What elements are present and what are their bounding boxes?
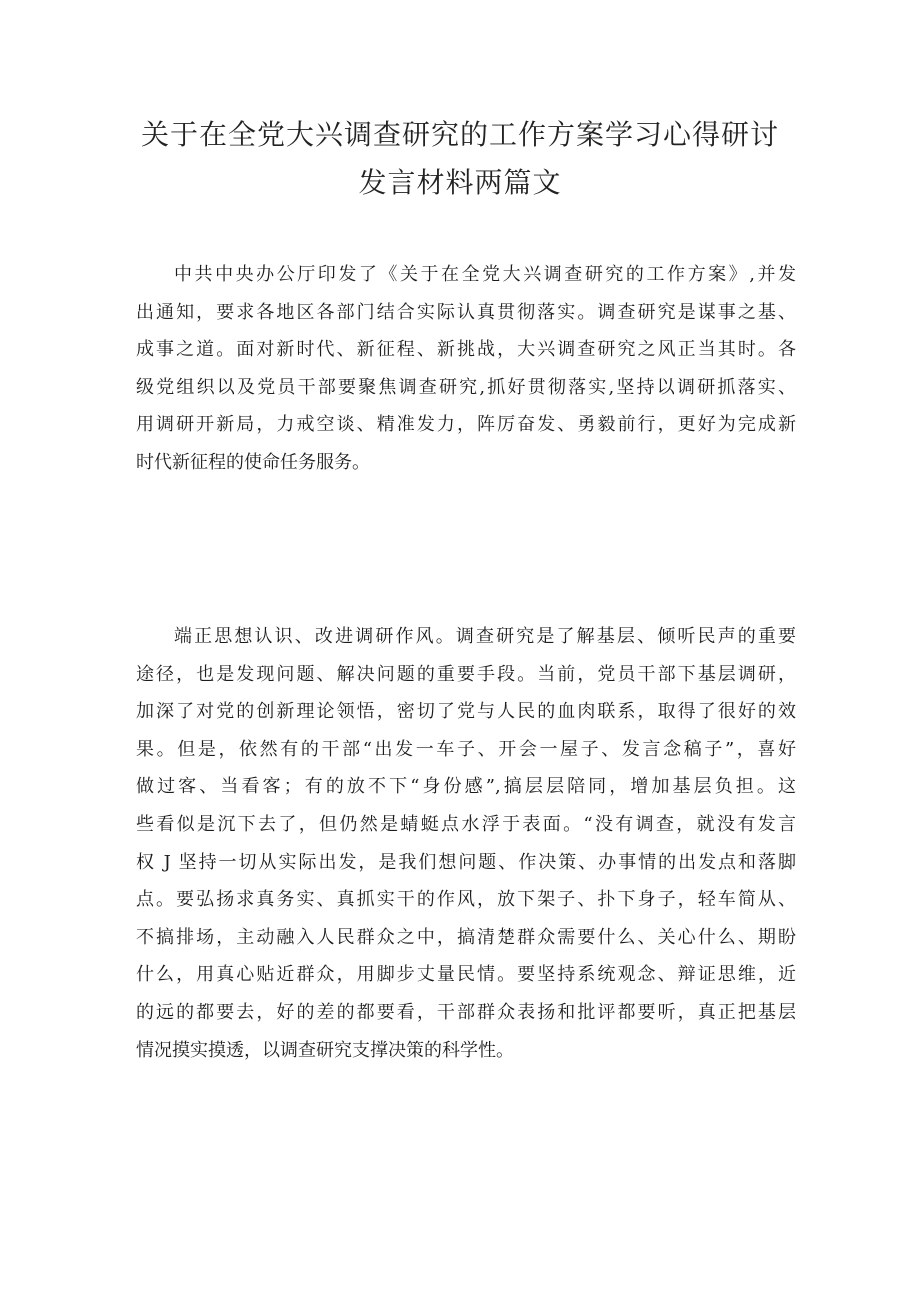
text-line: 用调研开新局，力戒空谈、精准发力，阵厉奋发、勇毅前行，更好为完成新: [136, 414, 796, 436]
text-line: 端正思想认识、改进调研作风。调查研究是了解基层、倾听民声的重要: [174, 626, 796, 647]
text-line: 成事之道。面对新时代、新征程、新挑战，大兴调查研究之风正当其时。各: [136, 339, 796, 361]
text-line: 果。但是，依然有的干部“出发一车子、开会一屋子、发言念稿子”，喜好: [136, 738, 796, 760]
text-line: 加深了对党的创新理论领悟，密切了党与人民的血肉联系，取得了很好的效: [136, 701, 796, 723]
paragraph-2: [136, 618, 796, 1069]
text-line: 中共中央办公厅印发了《关于在全党大兴调查研究的工作方案》,并发: [174, 264, 796, 285]
text-line: 出通知，要求各地区各部门结合实际认真贯彻落实。调查研究是谋事之基、: [136, 301, 796, 323]
text-line: 点。要弘扬求真务实、真抓实干的作风，放下架子、扑下身子，轻车简从、: [136, 889, 796, 911]
text-line: 不搞排场，主动融入人民群众之中，搞清楚群众需要什么、关心什么、期盼: [136, 926, 796, 948]
paragraph-1: [136, 256, 796, 482]
text-line: 级党组织以及党员干部要聚焦调查研究,抓好贯彻落实,坚持以调研抓落实、: [136, 376, 796, 398]
text-line: 什么，用真心贴近群众，用脚步丈量民情。要坚持系统观念、辩证思维，近: [136, 964, 796, 986]
document-title-line-2: 发言材料两篇文: [358, 166, 562, 199]
text-line: 些看似是沉下去了，但仍然是蜻蜓点水浮于表面。“没有调查，就没有发言: [136, 813, 796, 835]
text-line: 途径，也是发现问题、解决问题的重要手段。当前，党员干部下基层调研，: [136, 663, 796, 685]
document-title-line-1: 关于在全党大兴调查研究的工作方案学习心得研讨: [140, 118, 779, 151]
text-line: 权 J 坚持一切从实际出发，是我们想问题、作决策、办事情的出发点和落脚: [136, 851, 796, 873]
text-line: 的远的都要去，好的差的都要看，干部群众表扬和批评都要听，真正把基层: [136, 1001, 796, 1023]
text-line: 做过客、当看客；有的放不下“身份感”,搞层层陪同，增加基层负担。这: [136, 776, 796, 798]
text-line: 时代新征程的使命任务服务。: [136, 451, 370, 473]
text-line: 情况摸实摸透，以调查研究支撑决策的科学性。: [136, 1039, 514, 1061]
